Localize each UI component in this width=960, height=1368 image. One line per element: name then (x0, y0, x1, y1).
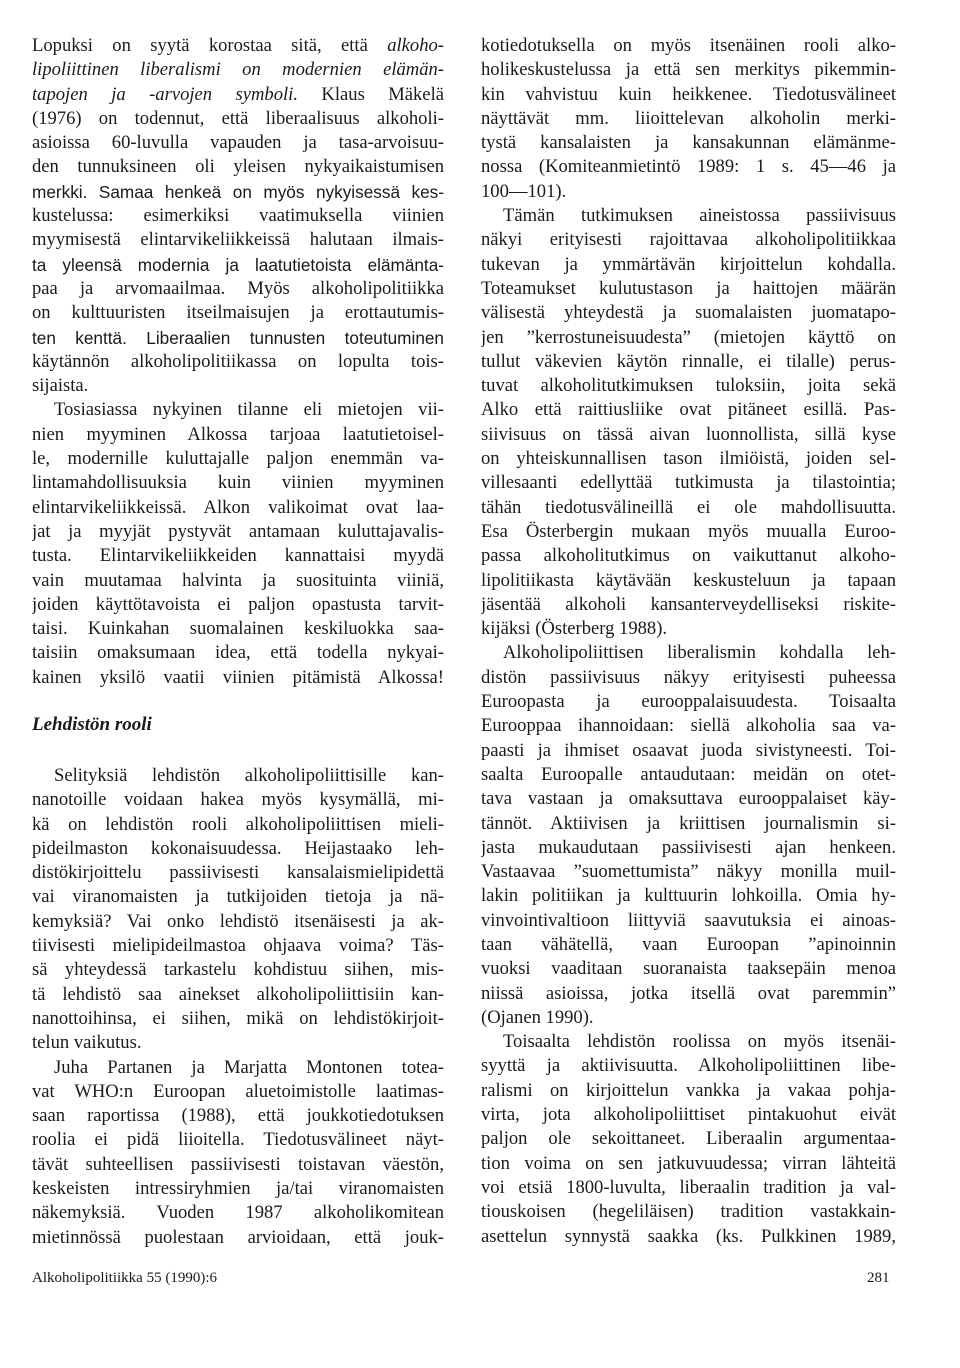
text-line: saan raportissa (1988), että joukkotiedotuksen (32, 1105, 444, 1127)
text-line: syyttä ja aktiivisuutta. Alkoholipoliittinen libe- (481, 1055, 896, 1077)
text-line: ralismi on kirjoittelun vankka ja vakaa pohja- (481, 1079, 896, 1101)
text-line: sijaista. (32, 375, 89, 397)
text-line: ta yleensä modernia ja laatutietoista elämänta- (32, 254, 444, 275)
text-line: kemyksiä? Vai onko lehdistö itsenäisesti ja ak- (32, 910, 444, 932)
text-line: asettelun synnystä saakka (ks. Pulkkinen 1989, (481, 1225, 896, 1247)
text-line: Tämän tutkimuksen aineistossa passiivisuus (503, 205, 896, 227)
text-line: kustelussa: esimerkiksi vaatimuksella viinien (32, 205, 444, 227)
text-line: kijäksi (Österberg 1988). (481, 618, 668, 640)
section-heading: Lehdistön rooli (32, 714, 152, 735)
left-column-bottom (32, 764, 444, 1250)
text-line: kainen yksilö vaatii viinien pitämistä Alkossa! (32, 666, 444, 688)
text-line: välisestä yhteydestä ja suomalaisten juomatapo- (481, 302, 896, 324)
text-line: niissä asioissa, jotka itsellä ovat paremmin” (481, 982, 896, 1004)
text-line: tuvat alkoholitutkimuksen tuloksiin, joita sekä (481, 375, 896, 397)
text-line: voi etsiä 1800-luvulta, liberaalin tradition ja val- (481, 1176, 896, 1198)
text-line: sä yhteydessä tarkastelu kohdistuu siihen, mis- (32, 959, 444, 981)
text-line: jat ja myyjät pystyvät antamaan kuluttajavalis- (32, 520, 444, 542)
text-line: Euroopasta ja eurooppalaisuudesta. Toisaalta (481, 691, 896, 713)
text-line: Eurooppaa ihannoidaan: siellä alkoholia saa va- (481, 715, 896, 737)
text-line: tusta. Elintarvikeliikkeiden kannattaisi myydä (32, 545, 444, 567)
text-line: lipolitiikasta käytävään keskusteluun ja tapaan (481, 569, 896, 591)
text-line: nanotoille voidaan hakea myös kysymällä, mi- (32, 789, 444, 811)
text-line: Selityksiä lehdistön alkoholipoliittisille kan- (54, 765, 444, 786)
text-line: vinvointivaltioon liittyviä saavutuksia ei ainoas- (481, 909, 896, 931)
text-line: holikeskustelussa ja että sen merkitys pikemmin- (481, 59, 896, 81)
text-line: nanottoihinsa, ei siihen, mikä on lehdistökirjoit- (32, 1007, 444, 1029)
text-line: vain muutamaa halvinta ja suosituinta viiniä, (32, 569, 444, 591)
text-line: käytännön alkoholipolitiikassa on lopulta tois- (32, 350, 444, 372)
text-line: elintarvikeliikkeissä. Alkon valikoimat ovat laa- (32, 496, 444, 518)
text-line: ten kenttä. Liberaalien tunnusten toteutuminen (32, 327, 444, 348)
text-line: taisi. Kuinkahan suomalainen keskiluokka saa- (32, 618, 444, 640)
text-line: tä lehdistö saa ainekset alkoholipoliittisiin kan- (32, 983, 444, 1005)
text-line: tiivisesti mielipideilmastoa ohjaava voima? Täs- (32, 935, 444, 957)
text-line: tiouskoisen (hegeliläisen) tradition vastakkain- (481, 1201, 896, 1223)
text-line: tion voima on sen jatkuvuudessa; virran lähteitä (481, 1152, 896, 1174)
text-line: joiden käyttötavoista ei paljon opastusta tarvit- (32, 593, 444, 615)
text-line: Toisaalta lehdistön roolissa on myös itsenäi- (503, 1031, 896, 1053)
text-line: on kulttuuristen itseilmaisujen ja erottautumis- (32, 302, 444, 324)
text-line: taisiin omaksumaan idea, että todella nykyai- (32, 642, 444, 664)
text-line: taan vähätellä, vaan Euroopan ”apinoinnin (481, 933, 896, 955)
text-line: lakin politiikan ja kulttuurin lohkoilla. Omia hy- (481, 885, 896, 907)
text-line: Lopuksi on syytä korostaa sitä, että alkoho- (32, 35, 444, 56)
text-line: lintamahdollisuuksia kuin viinien myyminen (32, 472, 444, 494)
text-line: Vastaavaa ”suomettumista” näkyy monilla muil- (481, 861, 896, 883)
text-line: jen ”kerrostuneisuudesta” (mietojen käyttö on (481, 326, 896, 348)
text-line: Alko että raittiusliike ovat pitäneet esillä. Pas- (481, 399, 896, 421)
text-line: vuoksi vaaditaan suoranaista taaksepäin menoa (481, 958, 896, 980)
text-line: siivisuus on tässä aivan luonnollista, sillä kyse (481, 423, 896, 445)
text-line: vat WHO:n Euroopan aluetoimistolle laatimas- (32, 1080, 444, 1102)
text-line: tännöt. Aktiivisen ja kriittisen journalismin si- (481, 812, 896, 834)
text-line: tukevan ja ymmärtävän kirjoittelun kohdalla. (481, 253, 896, 275)
text-line: tävät suhteellisen passiivisesti toistavan väestön, (32, 1153, 444, 1175)
text-line: tystä kansalaisten ja kansakunnan elämänme- (481, 132, 896, 154)
text-line: Alkoholipoliittisen liberalismin kohdalla leh- (503, 642, 896, 664)
page-number: 281 (867, 1270, 890, 1286)
text-line: saalta Euroopalle antaudutaan: meidän on otet- (481, 763, 896, 785)
text-line: (1976) on todennut, että liberaalisuus alkoholi- (32, 107, 444, 129)
text-line: tullut väkevien käytön rinnalle, ei tilalle) perus- (481, 350, 896, 372)
text-line: villesaanti edellyttää tutkimusta ja tilastointia; (481, 472, 896, 494)
text-line: tähän tiedotusvälineillä ei ole mahdollisuutta. (481, 496, 896, 518)
text-line: Juha Partanen ja Marjatta Montonen toteа- (54, 1056, 444, 1078)
text-line: pideilmaston kokonaisuudessa. Heijastaako leh- (32, 837, 444, 859)
text-line: roolia ei pidä liioitella. Tiedotusvälineet näyt- (32, 1129, 444, 1151)
text-line: näkyi erityisesti rajoittavaa alkoholipolitiikkaa (481, 229, 896, 251)
text-line: telun vaikutus. (32, 1032, 142, 1054)
text-line: asioissa 60-luvulla vapauden ja tasa-arvoisuu- (32, 132, 444, 154)
text-line: (Ojanen 1990). (481, 1006, 594, 1028)
text-line: on yhteiskunnallisen tason ilmiöistä, joiden sel- (481, 448, 896, 470)
text-line: jasta mukaudutaan passiivisesti ajan henkeen. (481, 836, 896, 858)
text-line: distökirjoittelu passiivisesti kansalaismielipidettä (32, 862, 444, 884)
text-line: vai viranomaisten ja tutkijoiden tietoja ja nä- (32, 886, 444, 908)
text-line: den tunnuksineen oli yleisen nykyaikaistumisen (32, 156, 444, 178)
text-line: nossa (Komiteanmietintö 1989: 1 s. 45—46 ja (481, 156, 896, 178)
left-column-top (32, 34, 444, 690)
text-line: tapojen ja -arvojen symboli. Klaus Mäkelä (32, 83, 444, 105)
text-line: Toteamukset kulutustason ja haittojen määrän (481, 277, 896, 299)
text-line: nien myyminen Alkossa tarjoaa laatutietoisel- (32, 423, 444, 445)
text-line: paa ja arvomaailmaa. Myös alkoholipolitiikka (32, 277, 444, 299)
text-line: 100—101). (481, 180, 567, 202)
text-line: paasti ja ihmiset osaavat juoda sivistyneesti. Toi- (481, 739, 896, 761)
text-line: kin vahvistuu kuin heikkenee. Tiedotusvälineet (481, 83, 896, 105)
text-line: paljon ole sekoittaneet. Liberaalin argumentaa- (481, 1128, 896, 1150)
text-line: mietinnössä puolestaan arvioidaan, että jouk- (32, 1226, 444, 1248)
right-column (481, 34, 896, 1249)
text-line: lipoliittinen liberalismi on modernien elämän- (32, 59, 444, 81)
text-line: distön passiivisuus näkyy erityisesti puheessa (481, 666, 896, 688)
text-line: kotiedotuksella on myös itsenäinen rooli alko- (481, 35, 896, 56)
text-line: näyttävät mm. liioittelevan alkoholin merki- (481, 107, 896, 129)
text-line: kä on lehdistön rooli alkoholipoliittisen mieli- (32, 813, 444, 835)
journal-footer: Alkoholipolitiikka 55 (1990):6 (32, 1270, 217, 1286)
text-line: Esa Österbergin mukaan myös muualla Euroo- (481, 520, 896, 542)
text-line: tava vastaan ja omaksuttava eurooppalaiset käy- (481, 788, 896, 810)
text-line: Tosiasiassa nykyinen tilanne eli mietojen vii- (54, 399, 444, 421)
text-line: myymisestä elintarvikeliikkeissä halutaan ilmais- (32, 229, 444, 251)
text-line: passa alkoholitutkimus on vaikuttanut alkoho- (481, 545, 896, 567)
text-line: jäsentää alkoholi kansanterveydelliseksi riskite- (481, 593, 896, 615)
text-line: le, modernille kuluttajalle paljon enemmän va- (32, 448, 444, 470)
text-line: näkemyksiä. Vuoden 1987 alkoholikomitean (32, 1202, 444, 1224)
text-line: keskeisten intressiryhmien ja/tai viranomaisten (32, 1178, 444, 1200)
text-line: merkki. Samaa henkeä on myös nykyisessä kes- (32, 181, 444, 202)
text-line: virta, jota alkoholipoliittiset pintakuohut eivät (481, 1104, 896, 1126)
